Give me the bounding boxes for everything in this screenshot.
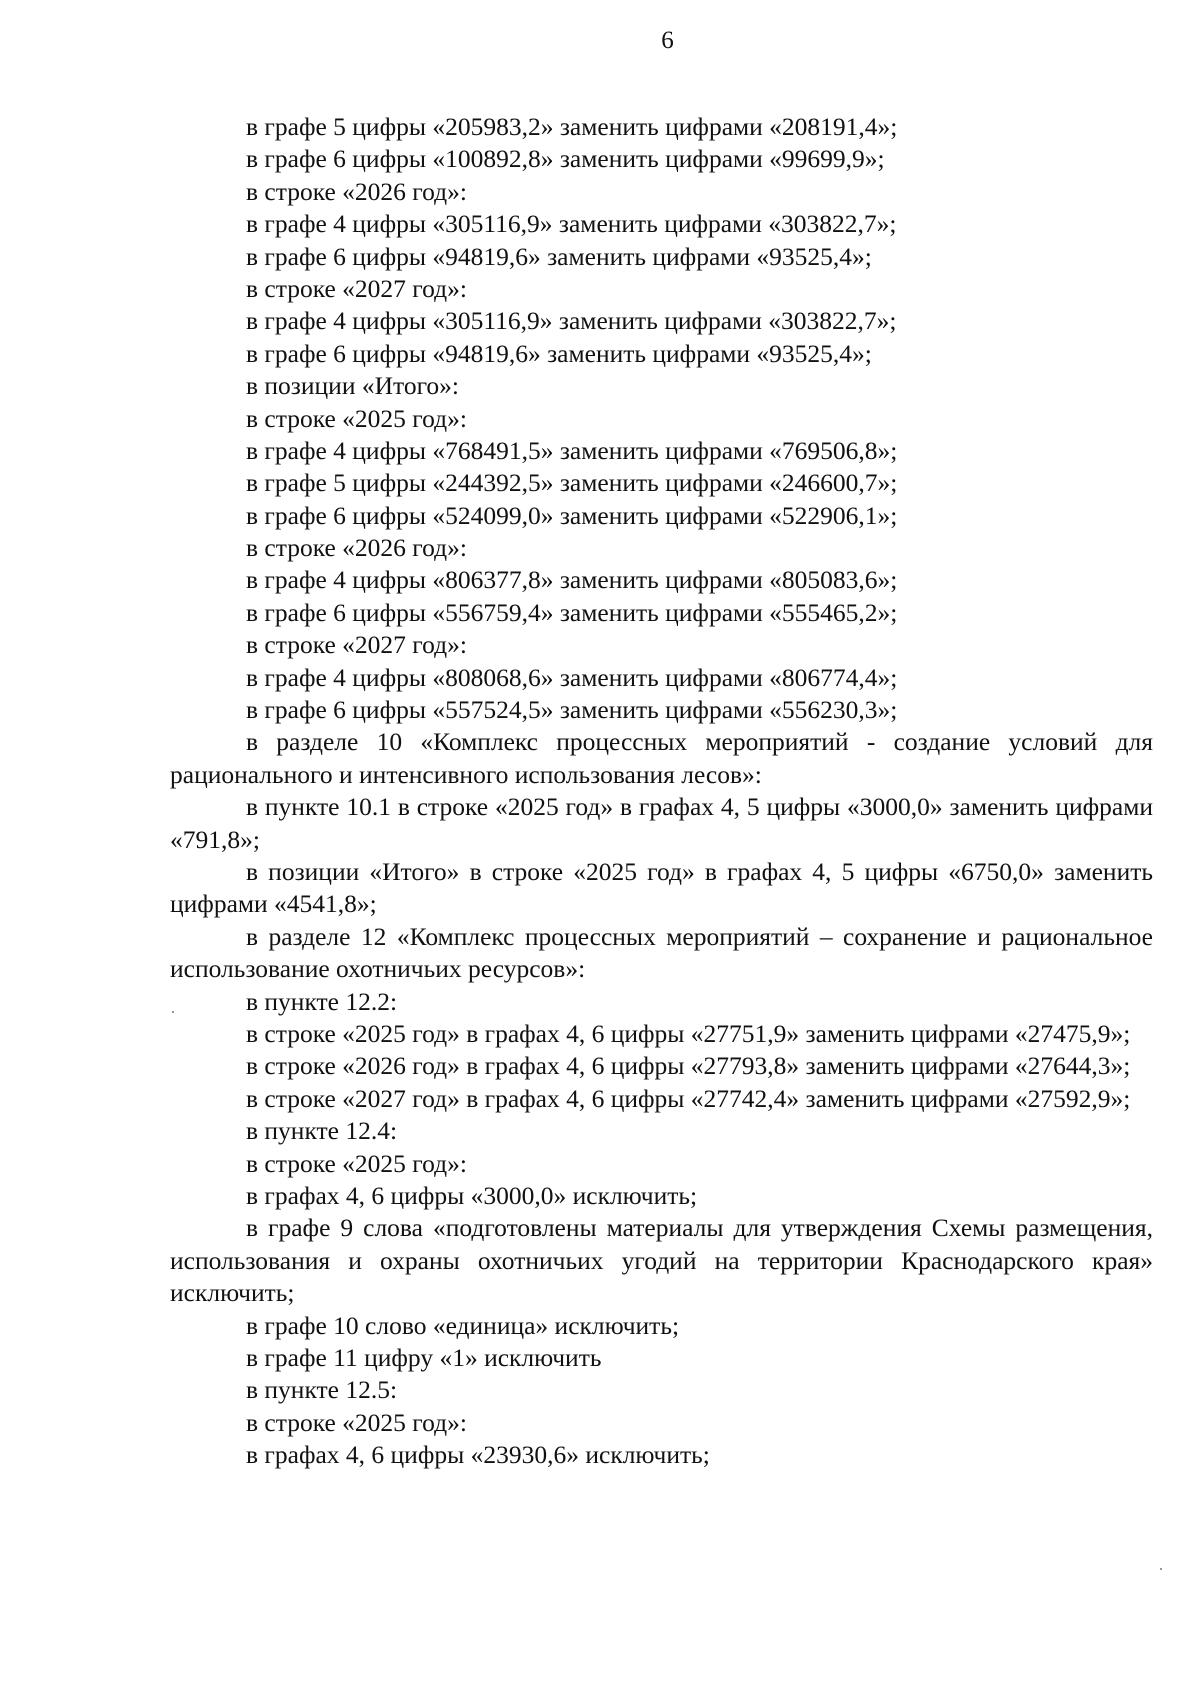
text-line-item-12-2: в пункте 12.2: [246, 986, 398, 1016]
text-line: в графе 6 цифры «94819,6» заменить цифрами «93525,4»; [246, 338, 872, 368]
text-line: в графе 6 цифры «100892,8» заменить цифрами «99699,9»; [246, 144, 885, 174]
text-line: в позиции «Итого»: [246, 371, 459, 401]
text-line: в графе 6 цифры «94819,6» заменить цифрами «93525,4»; [246, 241, 872, 271]
text-line: в графах 4, 6 цифры «3000,0» исключить; [246, 1181, 698, 1211]
text-line: в графе 10 слово «единица» исключить; [246, 1310, 680, 1340]
page-number: 6 [661, 27, 674, 54]
paragraph-item-10-1: в пункте 10.1 в строке «2025 год» в графах 4, 5 цифры «3000,0» заменить цифрами «791,8»; [170, 792, 1153, 854]
text-line: в строке «2026 год»: [246, 533, 467, 563]
text-line: в строке «2025 год»: [246, 1148, 467, 1178]
text-line: в строке «2025 год»: [246, 1407, 467, 1437]
text-line: в графе 6 цифры «556759,4» заменить цифрами «555465,2»; [246, 597, 898, 627]
text-line: в графе 4 цифры «768491,5» заменить цифрами «769506,8»; [246, 435, 898, 465]
text-line: в строке «2027 год»: [246, 630, 467, 660]
paragraph-12-2-2027: в строке «2027 год» в графах 4, 6 цифры «27742,4» заменить цифрами «27592,9»; [246, 1083, 1131, 1113]
document-body [170, 111, 1153, 1472]
text-line: в графе 4 цифры «808068,6» заменить цифрами «806774,4»; [246, 662, 898, 692]
text-line: в графе 6 цифры «557524,5» заменить цифрами «556230,3»; [246, 695, 898, 725]
text-line: в графе 11 цифру «1» исключить [246, 1343, 602, 1373]
text-line-item-12-4: в пункте 12.4: [246, 1116, 398, 1146]
text-line: в графе 4 цифры «305116,9» заменить цифрами «303822,7»; [246, 209, 897, 239]
paragraph-section-10: в разделе 10 «Комплекс процессных мероприятий - создание условий для рационального и интенсивного использования лесов»: [170, 727, 1153, 789]
text-line: в графе 4 цифры «806377,8» заменить цифрами «805083,6»; [246, 565, 898, 595]
text-line: в графе 5 цифры «244392,5» заменить цифрами «246600,7»; [246, 468, 898, 498]
text-line-item-12-5: в пункте 12.5: [246, 1375, 398, 1405]
paragraph-itogo-10: в позиции «Итого» в строке «2025 год» в графах 4, 5 цифры «6750,0» заменить цифрами «4541,8»; [170, 857, 1153, 919]
paragraph-12-2-2025: в строке «2025 год» в графах 4, 6 цифры «27751,9» заменить цифрами «27475,9»; [246, 1019, 1131, 1049]
text-line: в строке «2027 год»: [246, 273, 467, 303]
scan-speck [1160, 1568, 1162, 1570]
text-line: в графе 6 цифры «524099,0» заменить цифрами «522906,1»; [246, 500, 898, 530]
text-line: в графе 5 цифры «205983,2» заменить цифрами «208191,4»; [246, 112, 898, 141]
scan-speck [172, 1011, 174, 1013]
text-line: в графах 4, 6 цифры «23930,6» исключить; [246, 1440, 710, 1470]
text-line: в строке «2025 год»: [246, 403, 467, 433]
text-line: в графе 4 цифры «305116,9» заменить цифрами «303822,7»; [246, 306, 897, 336]
paragraph-12-4-col9: в графе 9 слова «подготовлены материалы для утверждения Схемы размещения, использования и охраны охотничьих угодий на территории Краснодарского края» исключить; [170, 1213, 1153, 1308]
paragraph-12-2-2026: в строке «2026 год» в графах 4, 6 цифры «27793,8» заменить цифрами «27644,3»; [246, 1051, 1131, 1081]
paragraph-section-12: в разделе 12 «Комплекс процессных мероприятий – сохранение и рациональное использование охотничьих ресурсов»: [170, 921, 1153, 984]
text-line: в строке «2026 год»: [246, 176, 467, 206]
